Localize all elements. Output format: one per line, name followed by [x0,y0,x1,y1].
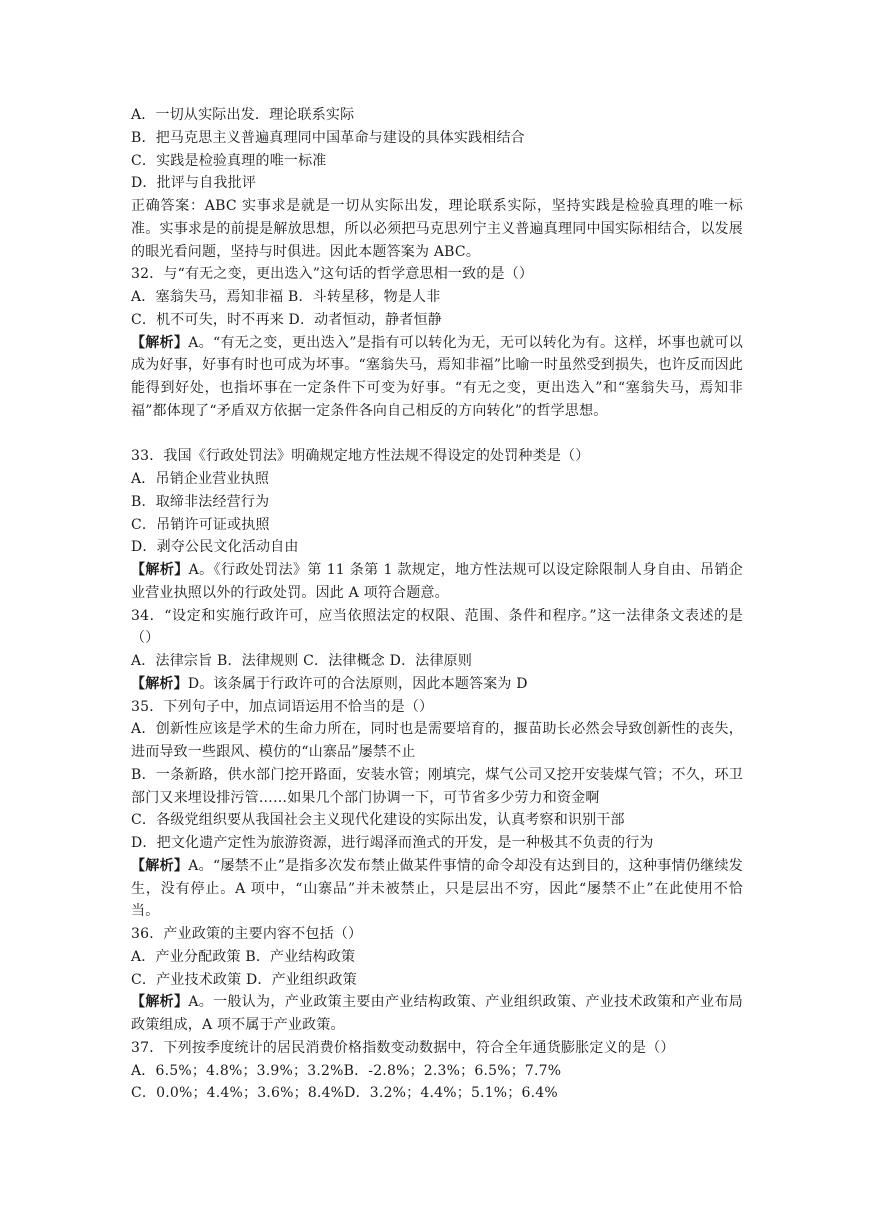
text-line [131,1060,743,1083]
analysis-label: 【解析】 [131,334,189,351]
paragraph [131,195,743,263]
block-text: A．创新性应该是学术的生命力所在，同时也是需要培育的，揠苗助长必然会导致创新性的丧失，进而导致一些跟风、模仿的“山寨品”屡禁不止 [131,721,743,760]
text-line [131,1082,743,1105]
analysis-text [131,559,743,605]
block-text: A。“有无之变，更出迭入”是指有可以转化为无，无可以转化为有。这样，坏事也就可以成为好事，好事有时也可成为坏事。“塞翁失马，焉知非福”比喻一时虽然受到损失，也许反而因此能得到好处，也指坏事在一定条件下可变为好事。“有无之变，更出迭入”和“塞翁失马，焉知非福”都体现了“矛盾双方依据一定条件各向自己相反的方向转化”的哲学思想。 [131,334,743,419]
block-text: 37．下列按季度统计的居民消费价格指数变动数据中，符合全年通货膨胀定义的是（） [131,1039,675,1056]
block-text: 33．我国《行政处罚法》明确规定地方性法规不得设定的处罚种类是（） [131,448,590,465]
text-line [131,309,743,332]
paragraph [131,605,743,651]
text-line [131,127,743,150]
text-line [131,946,743,969]
text-line [131,969,743,992]
text-line [131,445,743,468]
block-text: A。一般认为，产业政策主要由产业结构政策、产业组织政策、产业技术政策和产业布局政策组成，A 项不属于产业政策。 [131,994,743,1033]
text-line [131,104,743,127]
analysis-label: 【解析】 [131,994,189,1011]
block-text: 正确答案：ABC 实事求是就是一切从实际出发，理论联系实际，坚持实践是检验真理的唯一标准。实事求是的前提是解放思想，所以必须把马克思列宁主义普遍真理同中国实际相结合，以发展的眼光看问题，坚持与时俱进。因此本题答案为 ABC。 [131,198,743,260]
text-line [131,263,743,286]
block-text: 34．“设定和实施行政许可，应当依照法定的权限、范围、条件和程序。”这一法律条文表述的是（） [131,607,743,647]
block-text: 35．下列句子中，加点词语运用不恰当的是（） [131,698,434,715]
block-text: A．吊销企业营业执照 [131,471,270,487]
text-line [131,809,743,832]
text-line [131,514,743,537]
paragraph [131,764,743,810]
block-text: C．产业技术政策 D．产业组织政策 [131,971,357,988]
block-text: A．产业分配政策 B．产业结构政策 [131,948,356,965]
analysis-text [131,332,743,446]
analysis-text [131,673,743,696]
analysis-label: 【解析】 [131,675,188,692]
document-page [131,104,743,1105]
block-text: C．机不可失，时不再来 D．动者恒动，静者恒静 [131,311,442,328]
text-line [131,491,743,514]
text-line [131,468,743,491]
block-text: D。该条属于行政许可的合法原则，因此本题答案为 D [187,675,528,692]
block-text: C．实践是检验真理的唯一标准 [131,152,327,169]
text-line [131,832,743,855]
block-text: D．把文化遗产定性为旅游资源，进行竭泽而渔式的开发，是一种极其不负责的行为 [131,835,654,851]
block-text: B．把马克思主义普遍真理同中国革命与建设的具体实践相结合 [131,129,525,146]
block-text: A．塞翁失马，焉知非福 B．斗转星移，物是人非 [131,289,441,305]
text-line [131,1037,743,1060]
block-text: A．6.5%；4.8%；3.9%；3.2%B．-2.8%；2.3%；6.5%；7.7% [131,1062,562,1079]
block-text: C．吊销许可证或执照 [131,516,270,533]
text-line [131,172,743,195]
text-line [131,536,743,559]
block-text: B．一条新路，供水部门挖开路面，安装水管；刚填完，煤气公司又挖开安装煤气管；不久，环卫部门又来埋设排污管……如果几个部门协调一下，可节省多少劳力和资金啊 [131,766,743,806]
block-text: 36．产业政策的主要内容不包括（） [131,926,363,942]
text-line [131,696,743,719]
text-line [131,923,743,946]
text-line [131,150,743,173]
block-text: A。“屡禁不止”是指多次发布禁止做某件事情的命令却没有达到目的，这种事情仍继续发生，没有停止。A 项中，“山寨品”并未被禁止，只是层出不穷，因此“屡禁不止”在此使用不恰当。 [131,857,743,920]
block-text: D．批评与自我批评 [131,175,257,192]
text-line [131,650,743,673]
block-text: A．法律宗旨 B．法律规则 C．法律概念 D．法律原则 [131,653,473,669]
analysis-label: 【解析】 [131,562,189,578]
block-text: 32．与“有无之变，更出迭入”这句话的哲学意思相一致的是（） [131,266,534,283]
block-text: C．0.0%；4.4%；3.6%；8.4%D．3.2%；4.4%；5.1%；6.4% [131,1085,558,1102]
block-text: D．剥夺公民文化活动自由 [131,539,299,556]
block-text: A。《行政处罚法》第 11 条第 1 款规定，地方性法规可以设定除限制人身自由、吊销企业营业执照以外的行政处罚。因此 A 项符合题意。 [131,562,743,601]
block-text: A．一切从实际出发．理论联系实际 [131,107,355,123]
block-text: C．各级党组织要从我国社会主义现代化建设的实际出发，认真考察和识别干部 [131,812,625,829]
text-line [131,286,743,309]
paragraph [131,718,743,764]
analysis-text [131,991,743,1037]
analysis-label: 【解析】 [131,857,189,874]
block-text: B．取缔非法经营行为 [131,493,270,510]
analysis-text [131,855,743,923]
